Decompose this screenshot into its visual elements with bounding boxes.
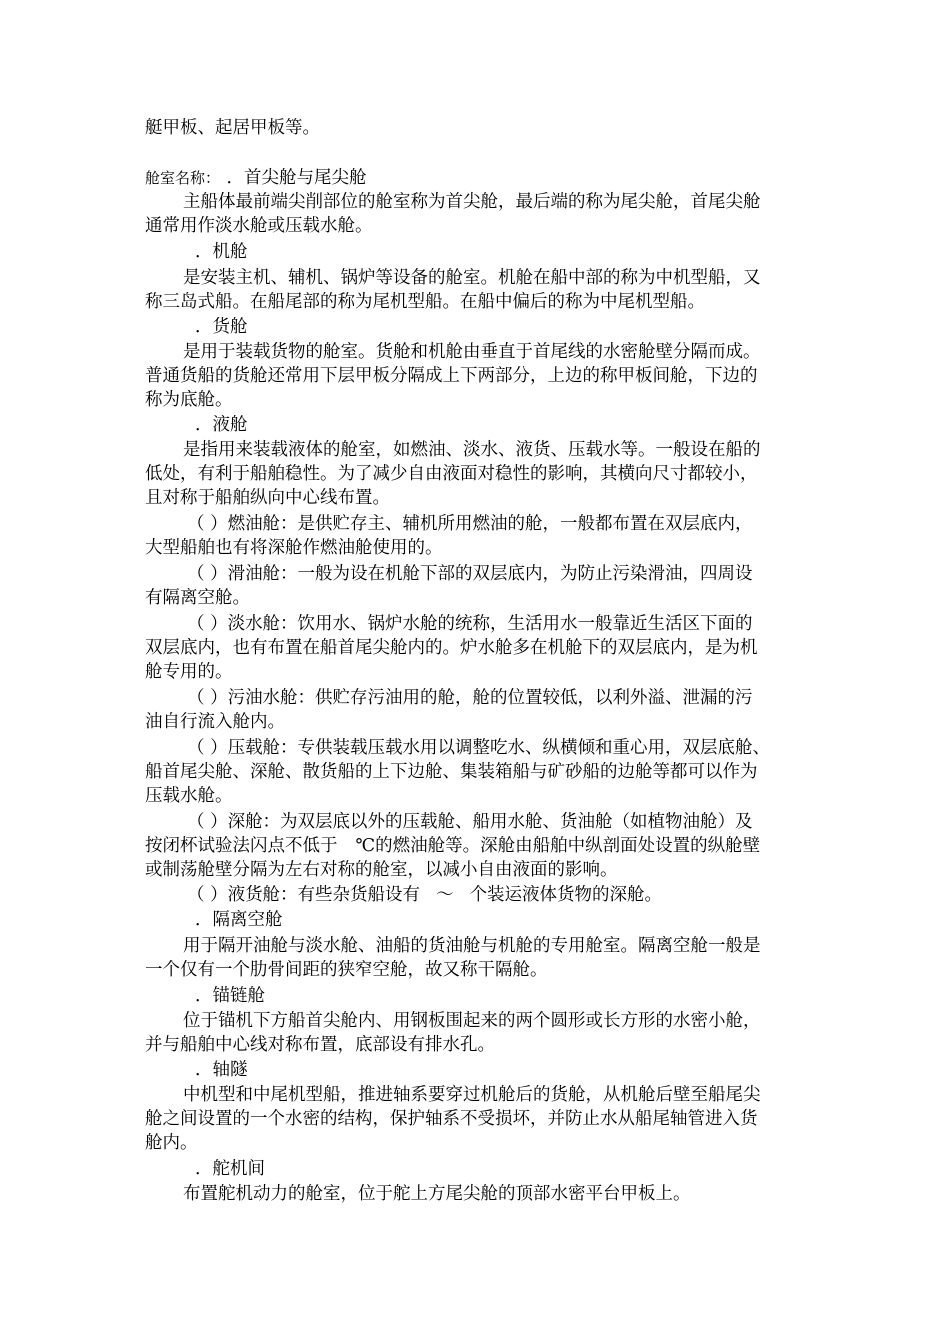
text-line: 船首尾尖舱、深舱、散货船的上下边舱、集装箱船与矿砂船的边舱等都可以作为: [145, 762, 758, 782]
text-segment: 个装运液体货物的深舱。: [469, 885, 663, 905]
text-line: 或制荡舱壁分隔为左右对称的舱室，以减小自由液面的影响。: [145, 860, 618, 880]
text-line: 压载水舱。: [145, 786, 233, 806]
text-line: 布置舵机动力的舱室，位于舵上方尾尖舱的顶部水密平台甲板上。: [183, 1184, 691, 1204]
text-line: 用于隔开油舱与淡水舱、油船的货油舱与机舱的专用舱室。隔离空舱一般是: [183, 936, 761, 956]
heading-text: ．轴隧: [195, 1060, 248, 1080]
text-line: 低处，有利于船舶稳性。为了减少自由液面对稳性的影响，其横向尺寸都较小，: [145, 464, 758, 484]
text-line: 称为底舱。: [145, 390, 233, 410]
text-line: 舱内。: [145, 1133, 198, 1153]
text-line: （ ）燃油舱：是供贮存主、辅机所用燃油的舱，一般都布置在双层底内，: [187, 514, 753, 534]
text-line: 是安装主机、辅机、锅炉等设备的舱室。机舱在船中部的称为中机型船，又: [183, 268, 761, 288]
heading-text: ．货舱: [195, 317, 248, 337]
text-line: 舱专用的。: [145, 662, 233, 682]
heading-text: ．舵机间: [195, 1159, 265, 1179]
text-line: （ ）深舱：为双层底以外的压载舱、船用水舱、货油舱（如植物油舱）及: [187, 812, 753, 832]
text-line: 是用于装载货物的舱室。货舱和机舱由垂直于首尾线的水密舱壁分隔而成。: [183, 342, 761, 362]
section-label: 舱室名称：: [145, 169, 213, 187]
text-line: 有隔离空舱。: [145, 588, 250, 608]
heading-text: ．液舱: [195, 415, 248, 435]
text-line: 中机型和中尾机型船，推进轴系要穿过机舱后的货舱，从机舱后壁至船尾尖: [183, 1085, 761, 1105]
range-symbol: ～: [436, 885, 454, 905]
text-line: 位于锚机下方船首尖舱内、用钢板围起来的两个圆形或长方形的水密小舱，: [183, 1011, 761, 1031]
text-line: （ ）压载舱：专供装载压载水用以调整吃水、纵横倾和重心用，双层底舱、: [187, 738, 771, 758]
text-line: 普通货船的货舱还常用下层甲板分隔成上下两部分，上边的称甲板间舱，下边的: [145, 366, 758, 386]
text-line: 是指用来装载液体的舱室，如燃油、淡水、液货、压载水等。一般设在船的: [183, 440, 761, 460]
text-line: 主船体最前端尖削部位的舱室称为首尖舱，最后端的称为尾尖舱，首尾尖舱: [183, 192, 761, 212]
heading-text: ．首尖舱与尾尖舱: [226, 168, 367, 188]
text-segment: ℃的燃油舱等。深舱由船舶中纵剖面处设置的纵舱壁: [355, 836, 761, 856]
text-line: 舱之间设置的一个水密的结构，保护轴系不受损坏，并防止水从船尾轴管进入货: [145, 1109, 758, 1129]
section-header: [145, 166, 367, 190]
text-segment: 按闭杯试验法闪点不低于: [145, 836, 338, 856]
text-line: 通常用作淡水舱或压载水舱。: [145, 216, 373, 236]
text-line: 双层底内，也有布置在船首尾尖舱内的。炉水舱多在机舱下的双层底内，是为机: [145, 638, 758, 658]
text-line: [187, 883, 662, 907]
text-line: （ ）滑油舱：一般为设在机舱下部的双层底内，为防止污染滑油，四周设: [187, 564, 753, 584]
heading-text: ．机舱: [195, 242, 248, 262]
text-line: [145, 834, 760, 858]
heading-text: ．隔离空舱: [195, 910, 283, 930]
text-line: 油自行流入舱内。: [145, 712, 285, 732]
text-line: 大型船舶也有将深舱作燃油舱使用的。: [145, 538, 443, 558]
text-line: 并与船舶中心线对称布置，底部设有排水孔。: [145, 1035, 495, 1055]
heading-text: ．锚链舱: [195, 986, 265, 1006]
text-line: （ ）污油水舱：供贮存污油用的舱，舱的位置较低，以利外溢、泄漏的污: [187, 688, 753, 708]
text-line: 艇甲板、起居甲板等。: [145, 118, 320, 138]
text-line: 一个仅有一个肋骨间距的狭窄空舱，故又称干隔舱。: [145, 960, 548, 980]
text-line: （ ）淡水舱：饮用水、锅炉水舱的统称，生活用水一般靠近生活区下面的: [187, 614, 753, 634]
text-segment: （ ）液货舱：有些杂货船设有: [187, 885, 421, 905]
text-line: 且对称于船舶纵向中心线布置。: [145, 488, 390, 508]
text-line: 称三岛式船。在船尾部的称为尾机型船。在船中偏后的称为中尾机型船。: [145, 292, 705, 312]
